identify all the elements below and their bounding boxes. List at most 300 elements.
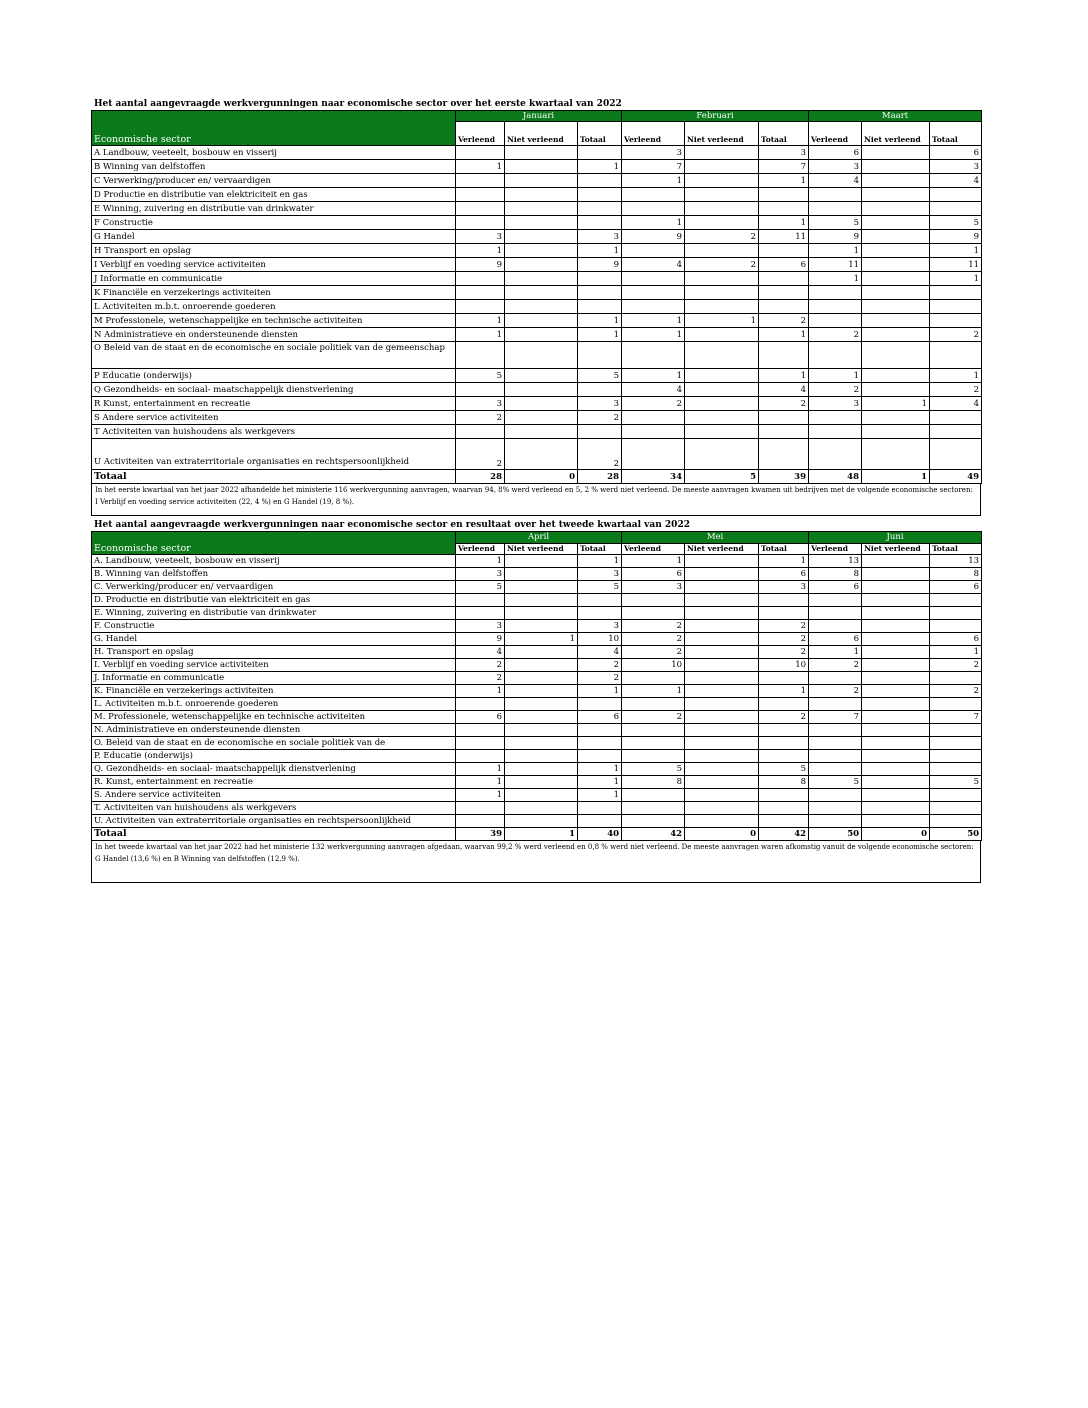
- table-cell: [930, 342, 982, 369]
- table-cell: 2: [759, 633, 809, 646]
- table-cell: 1: [622, 369, 685, 383]
- table-cell: [685, 711, 759, 724]
- table-cell: 3: [578, 620, 622, 633]
- table-cell: [456, 188, 505, 202]
- table-cell: [622, 607, 685, 620]
- table-cell: [759, 300, 809, 314]
- table-cell: [809, 672, 862, 685]
- table-cell: [505, 750, 578, 763]
- table-cell: [930, 737, 982, 750]
- table-cell: [505, 397, 578, 411]
- sector-label: D Productie en distributie van elektriciteit en gas: [92, 188, 456, 202]
- table-cell: [862, 672, 930, 685]
- sector-label: M. Professionele, wetenschappelijke en technische activiteiten: [92, 711, 456, 724]
- table-cell: [759, 724, 809, 737]
- table-cell: 10: [759, 659, 809, 672]
- table-cell: [809, 411, 862, 425]
- table-cell: [930, 620, 982, 633]
- table-cell: [685, 698, 759, 711]
- table-cell: [505, 230, 578, 244]
- table-cell: [759, 411, 809, 425]
- table-cell: 3: [456, 620, 505, 633]
- table-cell: [622, 188, 685, 202]
- table-cell: 2: [759, 711, 809, 724]
- table-cell: [862, 411, 930, 425]
- table-cell: 1: [578, 789, 622, 802]
- table-cell: [809, 188, 862, 202]
- table-cell: [862, 711, 930, 724]
- table-cell: 1: [930, 369, 982, 383]
- table-cell: [456, 594, 505, 607]
- table-cell: 6: [759, 568, 809, 581]
- table-cell: [622, 672, 685, 685]
- table-cell: 4: [622, 258, 685, 272]
- table-cell: [685, 620, 759, 633]
- table-cell: 10: [622, 659, 685, 672]
- table-cell: [578, 174, 622, 188]
- table-cell: 5: [809, 776, 862, 789]
- table-cell: 1: [759, 555, 809, 568]
- table-cell: [809, 202, 862, 216]
- table-cell: 2: [578, 439, 622, 470]
- table-cell: [759, 425, 809, 439]
- table-cell: [685, 397, 759, 411]
- table-cell: [505, 188, 578, 202]
- table-cell: [578, 698, 622, 711]
- q2-month-juni: Juni: [809, 532, 982, 544]
- table-cell: [456, 425, 505, 439]
- table-cell: 1: [578, 763, 622, 776]
- table-cell: [930, 750, 982, 763]
- table-row: [92, 272, 982, 286]
- sector-label: Q. Gezondheids- en sociaal- maatschappelijk dienstverlening: [92, 763, 456, 776]
- table-cell: 1: [456, 776, 505, 789]
- table-cell: [809, 789, 862, 802]
- table-cell: 6: [759, 258, 809, 272]
- table-cell: [685, 555, 759, 568]
- table-cell: 3: [759, 581, 809, 594]
- table-cell: [862, 737, 930, 750]
- table-cell: 6: [809, 633, 862, 646]
- table-cell: [862, 286, 930, 300]
- table-cell: [759, 286, 809, 300]
- table-cell: [809, 425, 862, 439]
- table-cell: 9: [809, 230, 862, 244]
- table-cell: [456, 750, 505, 763]
- table-cell: [685, 369, 759, 383]
- table-cell: [578, 607, 622, 620]
- table-cell: 6: [930, 581, 982, 594]
- table-cell: 1: [456, 244, 505, 258]
- table-cell: 3: [809, 397, 862, 411]
- table-cell: [930, 439, 982, 470]
- table-cell: 1: [505, 633, 578, 646]
- table-row: [92, 411, 982, 425]
- table-cell: [505, 411, 578, 425]
- table-row: [92, 633, 982, 646]
- table-row: [92, 763, 982, 776]
- table-row: [92, 802, 982, 815]
- table-row: [92, 425, 982, 439]
- table-cell: 6: [809, 146, 862, 160]
- table-cell: 2: [456, 659, 505, 672]
- table-cell: 7: [622, 160, 685, 174]
- sector-label: O Beleid van de staat en de economische en sociale politiek van de gemeenschap: [92, 342, 456, 369]
- table-cell: 1: [809, 369, 862, 383]
- total-cell: 49: [930, 470, 982, 484]
- q1-subheader: Totaal: [930, 122, 982, 146]
- table-cell: 2: [578, 659, 622, 672]
- q1-month-februari: Februari: [622, 111, 809, 122]
- table-cell: [862, 724, 930, 737]
- table-cell: [809, 620, 862, 633]
- q1-subheader: Verleend: [809, 122, 862, 146]
- table-cell: 3: [622, 146, 685, 160]
- table-cell: [809, 763, 862, 776]
- table-cell: [622, 300, 685, 314]
- sector-label: T Activiteiten van huishoudens als werkgevers: [92, 425, 456, 439]
- sector-label: H Transport en opslag: [92, 244, 456, 258]
- table-cell: [862, 230, 930, 244]
- table-cell: [622, 439, 685, 470]
- table-cell: [456, 272, 505, 286]
- table-cell: [862, 202, 930, 216]
- table-cell: [685, 568, 759, 581]
- table-cell: [578, 146, 622, 160]
- sector-label: R. Kunst, entertainment en recreatie: [92, 776, 456, 789]
- table-cell: [505, 342, 578, 369]
- q1-month-januari: Januari: [456, 111, 622, 122]
- table-cell: [930, 286, 982, 300]
- table-cell: [685, 383, 759, 397]
- table-cell: [862, 568, 930, 581]
- table-cell: 6: [622, 568, 685, 581]
- table-cell: [685, 815, 759, 828]
- table-cell: [685, 188, 759, 202]
- table-cell: [862, 174, 930, 188]
- table-cell: 3: [456, 230, 505, 244]
- sector-label: M Professionele, wetenschappelijke en technische activiteiten: [92, 314, 456, 328]
- table-cell: [456, 607, 505, 620]
- table-cell: 8: [809, 568, 862, 581]
- q2-month-mei: Mei: [622, 532, 809, 544]
- table-cell: [685, 607, 759, 620]
- table-cell: [622, 802, 685, 815]
- table-cell: [622, 724, 685, 737]
- table-cell: [505, 646, 578, 659]
- table-cell: 4: [930, 397, 982, 411]
- table-cell: [685, 216, 759, 230]
- q1-title: Het aantal aangevraagde werkvergunningen naar economische sector over het eerste kwartaal van 2022: [94, 99, 622, 109]
- table-cell: 8: [759, 776, 809, 789]
- total-cell: 50: [930, 828, 982, 841]
- table-cell: [862, 581, 930, 594]
- sector-label: I. Verblijf en voeding service activiteiten: [92, 659, 456, 672]
- table-cell: [505, 555, 578, 568]
- table-cell: [578, 286, 622, 300]
- table-cell: [622, 244, 685, 258]
- table-cell: 5: [456, 369, 505, 383]
- table-cell: 11: [930, 258, 982, 272]
- sector-label: H. Transport en opslag: [92, 646, 456, 659]
- table-row: [92, 737, 982, 750]
- table-cell: [505, 620, 578, 633]
- q1-subheader: Niet verleend: [685, 122, 759, 146]
- table-cell: [809, 594, 862, 607]
- table-cell: [505, 425, 578, 439]
- table-cell: [930, 763, 982, 776]
- table-cell: [759, 594, 809, 607]
- table-cell: [578, 342, 622, 369]
- table-row: [92, 607, 982, 620]
- table-cell: [759, 342, 809, 369]
- table-cell: [930, 698, 982, 711]
- table-cell: 2: [622, 711, 685, 724]
- table-cell: [862, 646, 930, 659]
- table-cell: [578, 188, 622, 202]
- table-cell: 1: [622, 174, 685, 188]
- table-cell: [862, 369, 930, 383]
- table-cell: [930, 425, 982, 439]
- sector-label: F. Constructie: [92, 620, 456, 633]
- table-cell: [505, 607, 578, 620]
- table-cell: 7: [809, 711, 862, 724]
- q2-note: In het tweede kwartaal van het jaar 2022 had het ministerie 132 werkvergunning aanvragen afgedaan, waarvan 99,2 % werd verleend en 0,8 % werd niet verleend. De meeste aanvragen waren afkomstig vanuit de volgende economische sectoren: G Handel (13,6 %) en B Winning van delfstoffen (12,9 %).: [91, 841, 981, 883]
- table-cell: 4: [809, 174, 862, 188]
- table-cell: 2: [622, 620, 685, 633]
- q2-subheader: Verleend: [809, 543, 862, 555]
- q2-subheader: Totaal: [759, 543, 809, 555]
- table-cell: [862, 188, 930, 202]
- table-row: [92, 568, 982, 581]
- table-cell: 1: [759, 216, 809, 230]
- table-cell: 1: [578, 328, 622, 342]
- sector-label: K Financiële en verzekerings activiteiten: [92, 286, 456, 300]
- table-row: [92, 244, 982, 258]
- table-cell: 1: [809, 244, 862, 258]
- table-cell: [685, 646, 759, 659]
- table-cell: [862, 776, 930, 789]
- sector-label: G Handel: [92, 230, 456, 244]
- table-cell: 13: [809, 555, 862, 568]
- table-cell: [930, 188, 982, 202]
- table-row: [92, 383, 982, 397]
- table-cell: [685, 272, 759, 286]
- table-cell: [505, 581, 578, 594]
- table-cell: [862, 300, 930, 314]
- sector-label: L. Activiteiten m.b.t. onroerende goederen: [92, 698, 456, 711]
- q1-total-row: [92, 470, 982, 484]
- table-cell: [456, 286, 505, 300]
- table-cell: [759, 202, 809, 216]
- table-cell: [759, 244, 809, 258]
- q2-total-row: [92, 828, 982, 841]
- table-cell: [505, 146, 578, 160]
- q2-sector-header: Economische sector: [92, 532, 456, 555]
- table-cell: [685, 594, 759, 607]
- table-cell: [862, 425, 930, 439]
- table-cell: [862, 633, 930, 646]
- table-cell: [505, 763, 578, 776]
- table-row: [92, 230, 982, 244]
- table-cell: [505, 383, 578, 397]
- table-cell: [622, 789, 685, 802]
- table-cell: [759, 815, 809, 828]
- table-cell: [505, 174, 578, 188]
- table-cell: [862, 314, 930, 328]
- table-cell: 10: [578, 633, 622, 646]
- table-cell: 4: [622, 383, 685, 397]
- q1-subheader: Niet verleend: [862, 122, 930, 146]
- table-cell: 1: [809, 272, 862, 286]
- total-cell: 1: [505, 828, 578, 841]
- table-cell: [456, 724, 505, 737]
- q1-sector-header: Economische sector: [92, 111, 456, 146]
- table-row: [92, 750, 982, 763]
- q2-table: [91, 531, 982, 841]
- table-cell: [456, 174, 505, 188]
- table-cell: 5: [930, 216, 982, 230]
- table-row: [92, 672, 982, 685]
- table-cell: [809, 698, 862, 711]
- table-cell: [622, 342, 685, 369]
- table-cell: [809, 286, 862, 300]
- table-cell: [685, 146, 759, 160]
- table-cell: 13: [930, 555, 982, 568]
- table-cell: 1: [578, 555, 622, 568]
- table-cell: 1: [456, 685, 505, 698]
- table-cell: 3: [578, 568, 622, 581]
- q1-month-maart: Maart: [809, 111, 982, 122]
- table-row: [92, 216, 982, 230]
- table-cell: [505, 776, 578, 789]
- table-cell: [862, 216, 930, 230]
- q1-note: In het eerste kwartaal van het jaar 2022 afhandelde het ministerie 116 werkvergunning aanvragen, waarvan 94, 8% werd verleend en 5, 2 % werd niet verleend. De meeste aanvragen kwamen uit bedrijven met de volgende economische sectoren: I Verblijf en voeding service activiteiten (22, 4 %) en G Handel (19, 8 %).: [91, 484, 981, 516]
- total-label: Totaal: [92, 828, 456, 841]
- table-cell: [809, 439, 862, 470]
- table-cell: 11: [759, 230, 809, 244]
- table-cell: 1: [930, 272, 982, 286]
- sector-label: T. Activiteiten van huishoudens als werkgevers: [92, 802, 456, 815]
- sector-label: S Andere service activiteiten: [92, 411, 456, 425]
- table-cell: 3: [578, 397, 622, 411]
- table-row: [92, 581, 982, 594]
- table-cell: [622, 750, 685, 763]
- table-cell: [456, 737, 505, 750]
- table-cell: [456, 300, 505, 314]
- table-cell: 1: [809, 646, 862, 659]
- table-cell: [505, 672, 578, 685]
- table-cell: [759, 698, 809, 711]
- q1-block: [91, 99, 981, 516]
- table-cell: [809, 724, 862, 737]
- sector-label: U. Activiteiten van extraterritoriale organisaties en rechtspersoonlijkheid: [92, 815, 456, 828]
- sector-label: E. Winning, zuivering en distributie van drinkwater: [92, 607, 456, 620]
- table-row: [92, 789, 982, 802]
- table-cell: 4: [930, 174, 982, 188]
- table-cell: [685, 789, 759, 802]
- total-cell: 42: [622, 828, 685, 841]
- table-cell: [930, 815, 982, 828]
- table-cell: [622, 425, 685, 439]
- table-cell: [456, 815, 505, 828]
- table-cell: 1: [930, 646, 982, 659]
- sector-label: N Administratieve en ondersteunende diensten: [92, 328, 456, 342]
- table-cell: [505, 789, 578, 802]
- sector-label: S. Andere service activiteiten: [92, 789, 456, 802]
- table-cell: 5: [622, 763, 685, 776]
- table-cell: [862, 383, 930, 397]
- table-cell: 1: [578, 244, 622, 258]
- table-cell: [578, 272, 622, 286]
- q2-block: [91, 520, 981, 883]
- table-cell: [862, 244, 930, 258]
- table-cell: [930, 802, 982, 815]
- sector-label: G. Handel: [92, 633, 456, 646]
- sector-label: A Landbouw, veeteelt, bosbouw en visserij: [92, 146, 456, 160]
- table-cell: [622, 411, 685, 425]
- table-cell: [578, 802, 622, 815]
- q1-subheader: Totaal: [578, 122, 622, 146]
- table-cell: 2: [809, 685, 862, 698]
- table-cell: [759, 802, 809, 815]
- sector-label: P Educatie (onderwijs): [92, 369, 456, 383]
- table-cell: [862, 659, 930, 672]
- table-cell: [505, 568, 578, 581]
- total-cell: 39: [759, 470, 809, 484]
- table-cell: [505, 802, 578, 815]
- table-cell: [685, 672, 759, 685]
- table-row: [92, 314, 982, 328]
- table-cell: [809, 314, 862, 328]
- table-cell: [809, 815, 862, 828]
- table-cell: [578, 383, 622, 397]
- q2-title: Het aantal aangevraagde werkvergunningen naar economische sector en resultaat over het tweede kwartaal van 2022: [94, 520, 690, 530]
- table-cell: 5: [456, 581, 505, 594]
- table-cell: 2: [809, 659, 862, 672]
- table-row: [92, 594, 982, 607]
- table-cell: [930, 789, 982, 802]
- table-cell: [930, 594, 982, 607]
- table-cell: 1: [622, 685, 685, 698]
- q1-subheader: Totaal: [759, 122, 809, 146]
- table-cell: [685, 776, 759, 789]
- table-cell: [578, 737, 622, 750]
- table-cell: [685, 411, 759, 425]
- q1-month-header-row: [92, 111, 982, 122]
- table-cell: 1: [622, 328, 685, 342]
- table-cell: 3: [622, 581, 685, 594]
- sector-label: N. Administratieve en ondersteunende diensten: [92, 724, 456, 737]
- table-row: [92, 555, 982, 568]
- table-row: [92, 397, 982, 411]
- table-cell: 2: [759, 620, 809, 633]
- table-row: [92, 620, 982, 633]
- table-cell: 2: [930, 328, 982, 342]
- table-row: [92, 685, 982, 698]
- sector-label: C. Verwerking/producer en/ vervaardigen: [92, 581, 456, 594]
- table-cell: [759, 789, 809, 802]
- table-cell: 5: [578, 369, 622, 383]
- q1-subheader: Verleend: [622, 122, 685, 146]
- table-cell: [685, 202, 759, 216]
- table-cell: 2: [456, 672, 505, 685]
- sector-label: I Verblijf en voeding service activiteiten: [92, 258, 456, 272]
- table-cell: [685, 174, 759, 188]
- table-row: [92, 258, 982, 272]
- table-cell: [862, 272, 930, 286]
- table-cell: 2: [456, 411, 505, 425]
